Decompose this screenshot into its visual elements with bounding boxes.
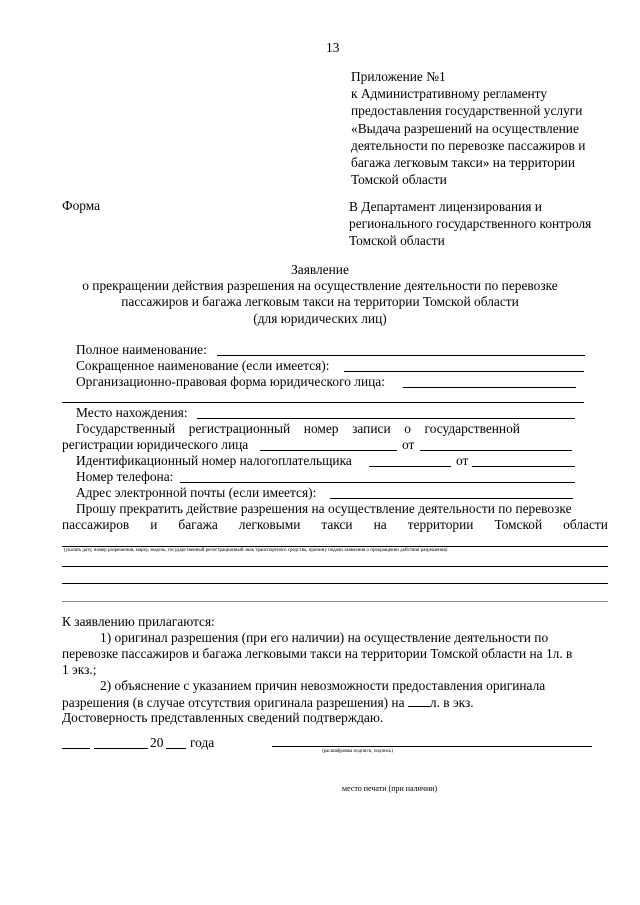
signature-hint: (расшифровка подписи, подпись) [322, 749, 393, 754]
title-subtitle: (для юридических лиц) [253, 311, 387, 326]
year-label [150, 735, 163, 751]
attachment-item-2-line [62, 694, 474, 711]
full-name-row [76, 342, 207, 358]
location-row [76, 405, 188, 421]
attachment-text: разрешения (в случае отсутствия оригинала разрешения) на [62, 695, 405, 710]
short-name-field[interactable] [344, 371, 584, 372]
attachments-heading: К заявлению прилагаются: [62, 614, 215, 629]
location-label: Место нахождения: [76, 405, 188, 420]
request-details-line[interactable] [62, 583, 608, 584]
ogrn-row-2 [62, 437, 248, 453]
request-line-justified [62, 517, 608, 533]
attachment-item: 1) оригинал разрешения (при его наличии) на осуществление деятельности по [100, 630, 549, 645]
request-word: такси [321, 517, 353, 532]
short-name-row [76, 358, 329, 374]
appendix-line: Томской области [351, 172, 447, 188]
appendix-line: Приложение №1 [351, 69, 446, 84]
request-word: территории [407, 517, 474, 532]
phone-label: Номер телефона: [76, 469, 174, 484]
document-title: Заявление [291, 262, 349, 277]
sheets-count-field[interactable] [408, 694, 430, 707]
email-label: Адрес электронной почты (если имеется): [76, 485, 317, 500]
request-word: области [563, 517, 608, 532]
ogrn-from-label: от [402, 437, 415, 452]
ogrn-word: Государственный [76, 421, 176, 436]
day-field[interactable] [62, 748, 90, 749]
month-field[interactable] [94, 748, 148, 749]
request-word: легковыми [238, 517, 301, 532]
full-name-field[interactable] [217, 355, 585, 356]
appendix-line: багажа легковым такси» на территории [351, 155, 576, 171]
appendix-line: к Административному регламенту [351, 86, 548, 102]
email-row [76, 485, 316, 501]
inn-row [76, 453, 352, 469]
appendix-line: предоставления государственной услуги [351, 103, 583, 119]
year-field[interactable] [166, 748, 186, 749]
request-word: пассажиров [62, 517, 130, 532]
form-label: Форма [62, 198, 101, 213]
appendix-line: «Выдача разрешений на осуществление [351, 120, 579, 136]
ogrn-word: записи [352, 421, 391, 436]
email-field[interactable] [330, 498, 573, 499]
stamp-hint: место печати (при наличии) [342, 784, 438, 793]
ogrn-row [76, 421, 520, 437]
ogrn-date-field[interactable] [420, 450, 572, 451]
phone-row [76, 469, 173, 485]
request-line: Прошу прекратить действие разрешения на осуществление деятельности по перевозке [76, 501, 572, 516]
attachment-item: 1 экз.; [62, 662, 97, 677]
ogrn-label: регистрации юридического лица [62, 437, 249, 452]
location-field[interactable] [197, 418, 575, 419]
legal-form-label: Организационно-правовая форма юридического лица: [76, 374, 385, 389]
legal-form-field[interactable] [403, 387, 576, 388]
addressee-line: регионального государственного контроля [349, 216, 592, 231]
legal-form-field-continued[interactable] [62, 402, 584, 403]
year-suffix: года [190, 735, 215, 750]
request-word: на [373, 517, 387, 532]
request-word: багажа [178, 517, 218, 532]
request-hint: (указать дату, номер разрешения, марку, модель, государственный регистрационный знак транспортного средства, причину подачи заявления о прекращении действия разрешения) [64, 548, 448, 553]
attachment-item: 2) объяснение с указанием причин невозможности предоставления оригинала [100, 678, 546, 693]
legal-form-row [76, 374, 385, 390]
addressee-line: В Департамент лицензирования и [349, 199, 542, 214]
ogrn-word: регистрационный [188, 421, 291, 436]
attachment-item: перевозке пассажиров и багажа легковыми такси на территории Томской области на 1л. в [62, 646, 573, 661]
inn-number-field[interactable] [369, 466, 451, 467]
phone-field[interactable] [180, 482, 575, 483]
ogrn-word: номер [303, 421, 339, 436]
ogrn-number-field[interactable] [260, 450, 397, 451]
request-details-field[interactable] [62, 546, 608, 547]
request-word: и [150, 517, 158, 532]
attachment-text: л. в экз. [429, 695, 474, 710]
request-details-line[interactable] [62, 601, 608, 602]
title-line: пассажиров и багажа легковым такси на территории Томской области [121, 294, 519, 309]
request-details-line[interactable] [62, 566, 608, 567]
appendix-block [351, 68, 585, 188]
inn-label: Идентификационный номер налогоплательщика [76, 453, 352, 468]
title-line: о прекращении действия разрешения на осуществление деятельности по перевозке [82, 278, 558, 293]
appendix-line: деятельности по перевозке пассажиров и [351, 137, 586, 153]
short-name-label: Сокращенное наименование (если имеется): [76, 358, 330, 373]
signature-field[interactable] [272, 746, 592, 747]
page-number: 13 [326, 40, 340, 55]
ogrn-word: государственной [424, 421, 520, 436]
year-prefix: 20 [150, 735, 164, 750]
confirmation-text: Достоверность представленных сведений подтверждаю. [62, 710, 384, 725]
ogrn-word: о [404, 421, 411, 436]
request-word: Томской [494, 517, 543, 532]
addressee-line: Томской области [349, 233, 445, 248]
full-name-label: Полное наименование: [76, 342, 207, 357]
inn-from-label: от [456, 453, 469, 468]
inn-date-field[interactable] [472, 466, 575, 467]
addressee-block [349, 198, 591, 249]
